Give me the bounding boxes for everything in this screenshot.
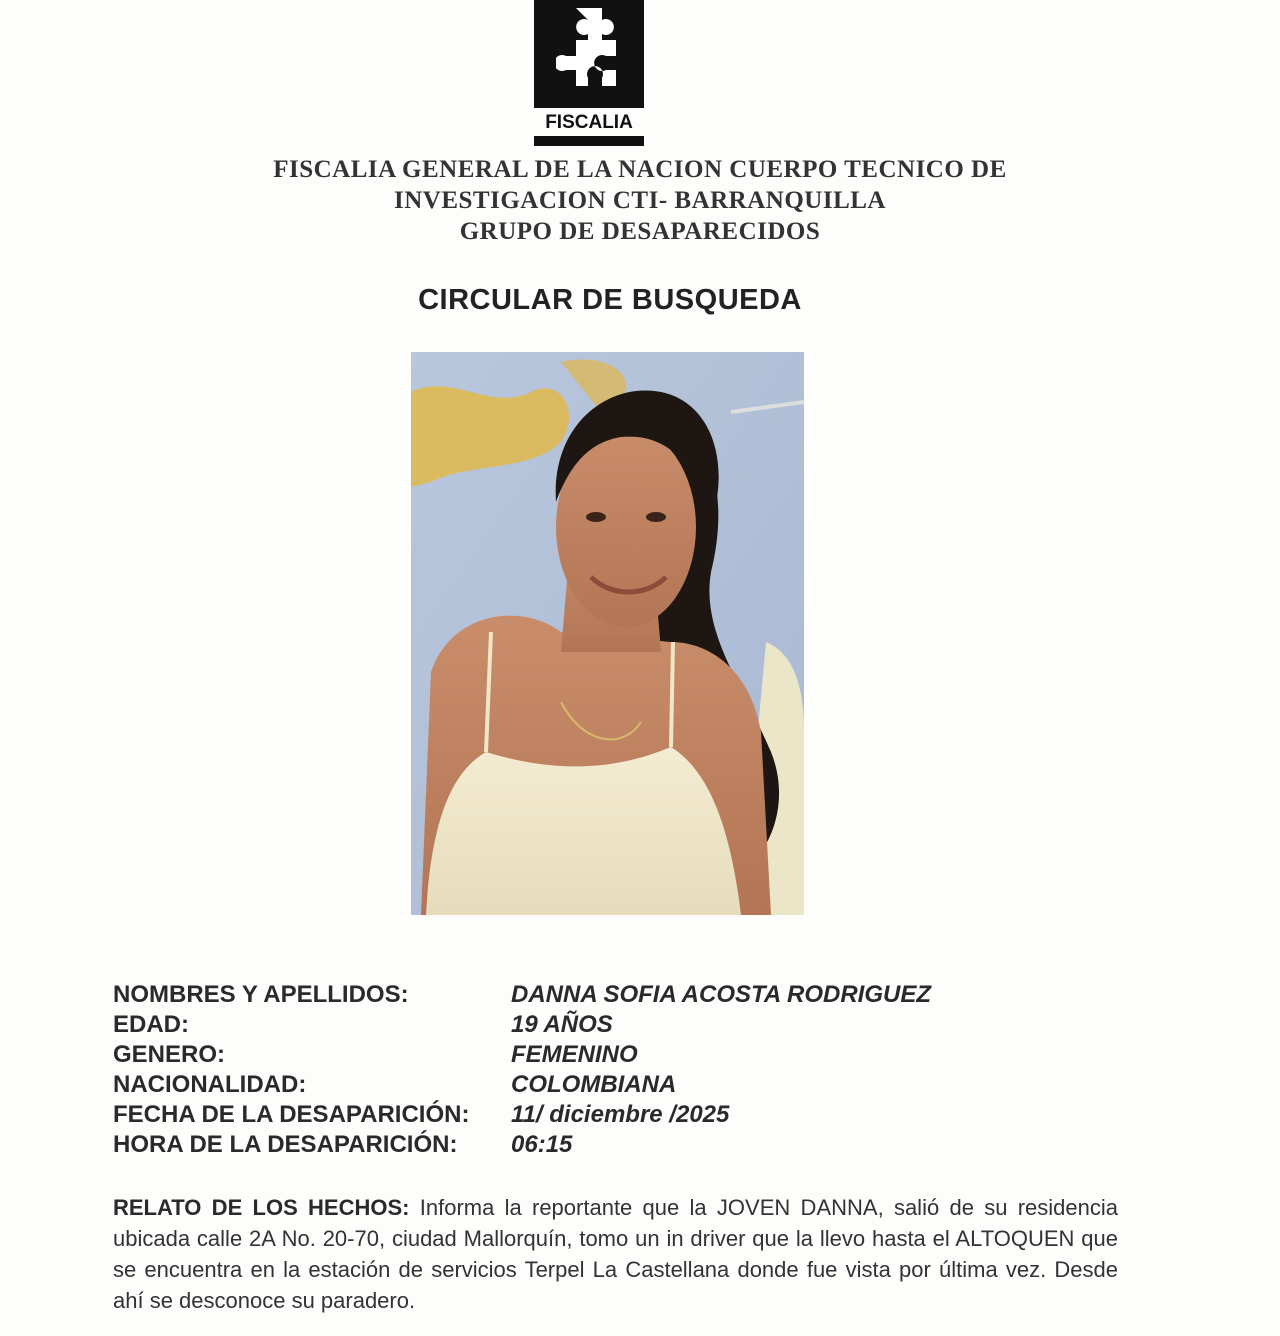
field-value: FEMENINO xyxy=(511,1041,638,1068)
field-label: HORA DE LA DESAPARICIÓN: xyxy=(113,1131,458,1158)
field-label: NACIONALIDAD: xyxy=(113,1071,307,1098)
field-label: FECHA DE LA DESAPARICIÓN: xyxy=(113,1101,470,1128)
field-value: 06:15 xyxy=(511,1131,573,1158)
details-row xyxy=(113,1130,1173,1160)
org-line-1: FISCALIA GENERAL DE LA NACION CUERPO TECNICO DE xyxy=(273,156,1007,183)
field-value: 19 AÑOS xyxy=(511,1011,613,1038)
narrative-label: RELATO DE LOS HECHOS: xyxy=(113,1195,410,1220)
details-row xyxy=(113,1070,1173,1100)
missing-person-photo xyxy=(411,352,804,915)
details-row xyxy=(113,1010,1173,1040)
logo-wordmark: FISCALIA xyxy=(545,112,633,133)
org-line-2: INVESTIGACION CTI- BARRANQUILLA xyxy=(394,187,886,214)
narrative-text: Informa la reportante que la JOVEN DANNA, salió de su residencia ubicada calle 2A No. 20-70, ciudad Mallorquín, tomo un in driver que la llevo hasta el ALTOQUEN que se encuentra en la estación de servicios Terpel La Castellana donde fue vista por última vez. Desde ahí se desconoce su paradero. xyxy=(113,1195,1118,1313)
logo-underline xyxy=(534,136,644,146)
details-row xyxy=(113,1040,1173,1070)
field-label: GENERO: xyxy=(113,1041,226,1068)
narrative-paragraph xyxy=(113,1192,1118,1316)
puzzle-piece-icon xyxy=(556,8,622,100)
org-line-3: GRUPO DE DESAPARECIDOS xyxy=(459,218,821,245)
details-row xyxy=(113,980,1173,1010)
details-row xyxy=(113,1100,1173,1130)
field-label: NOMBRES Y APELLIDOS: xyxy=(113,981,409,1008)
field-label: EDAD: xyxy=(113,1011,189,1038)
field-value: 11/ diciembre /2025 xyxy=(511,1101,730,1128)
logo-box xyxy=(534,0,644,108)
organization-header xyxy=(140,154,1140,247)
fiscalia-logo xyxy=(534,0,644,148)
field-value: DANNA SOFIA ACOSTA RODRIGUEZ xyxy=(511,981,931,1008)
field-value: COLOMBIANA xyxy=(511,1071,677,1098)
document-title: CIRCULAR DE BUSQUEDA xyxy=(418,284,802,316)
person-details xyxy=(113,980,1173,1160)
